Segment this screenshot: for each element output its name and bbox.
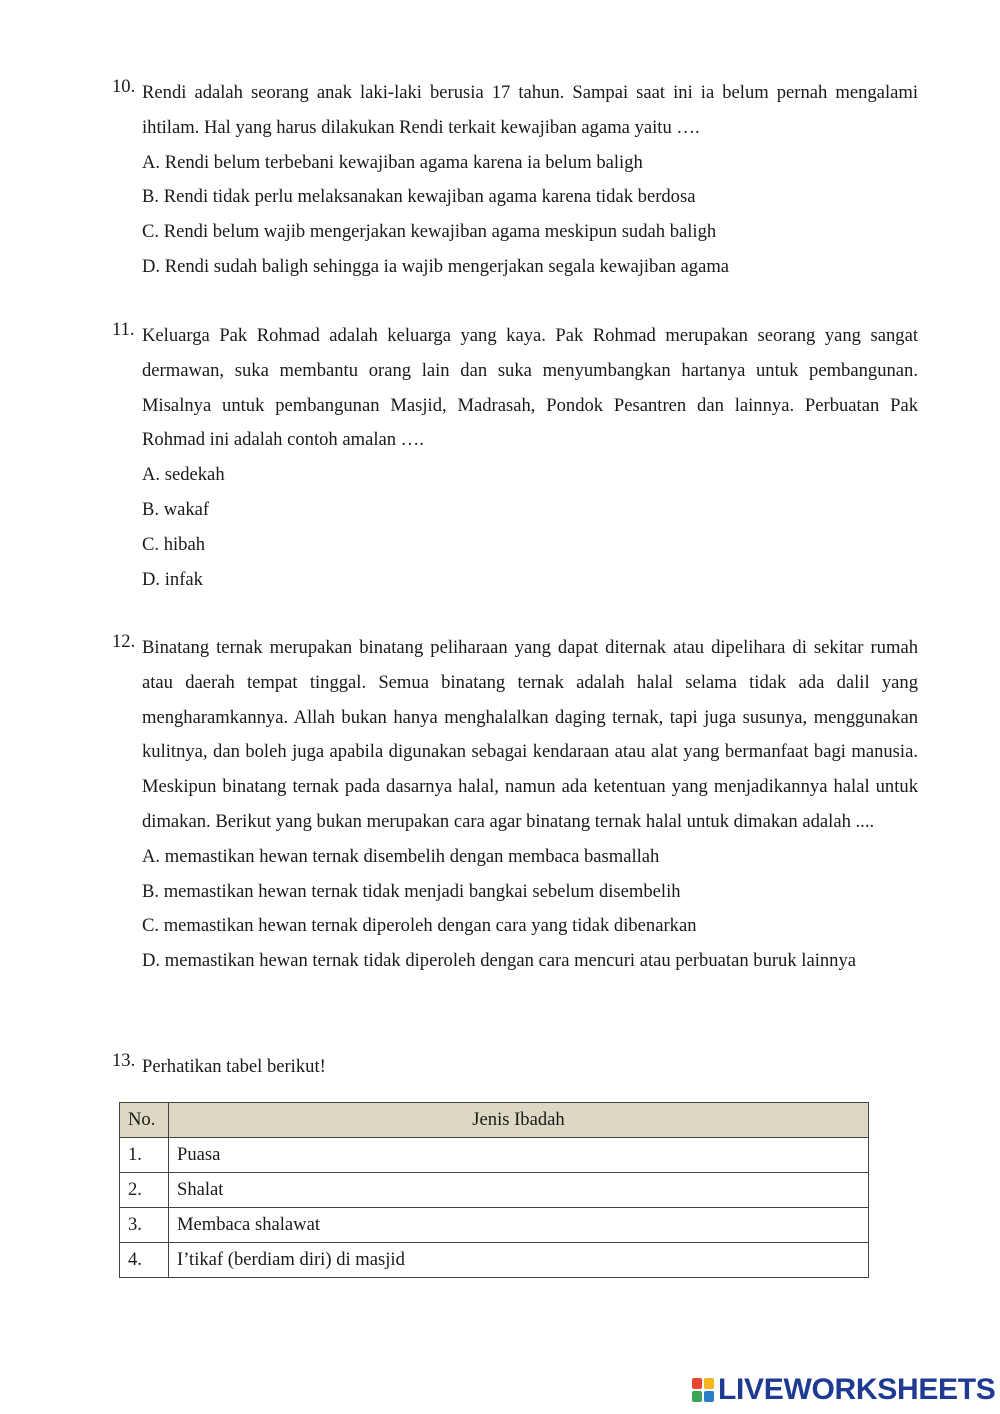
table-cell-no: 3. (120, 1208, 169, 1243)
question-text: Perhatikan tabel berikut! (142, 1056, 326, 1077)
option-c: C. memastikan hewan ternak diperoleh dengan cara yang tidak dibenarkan (142, 915, 697, 937)
liveworksheets-logo-text: LIVEWORKSHEETS (718, 1373, 996, 1406)
option-b: B. memastikan hewan ternak tidak menjadi bangkai sebelum disembelih (142, 880, 681, 902)
option-a: A. sedekah (142, 464, 225, 486)
question-13 (112, 1050, 918, 1085)
table-header-no: No. (120, 1103, 169, 1138)
question-10 (112, 76, 918, 285)
question-number: 13. (112, 1050, 136, 1071)
liveworksheets-logo (692, 1372, 996, 1408)
option-a: A. Rendi belum terbebani kewajiban agama karena ia belum baligh (142, 151, 643, 173)
option-d: D. memastikan hewan ternak tidak diperoleh dengan cara mencuri atau perbuatan buruk lainnya (142, 950, 857, 972)
logo-square-blue (704, 1391, 714, 1402)
logo-square-red (692, 1378, 702, 1389)
option-d: D. Rendi sudah baligh sehingga ia wajib mengerjakan segala kewajiban agama (142, 255, 730, 277)
table-row (120, 1173, 869, 1208)
question-text: Keluarga Pak Rohmad adalah keluarga yang kaya. Pak Rohmad merupakan seorang yang sangat dermawan, suka membantu orang lain dan suka menyumbangkan hartanya untuk pembangunan. Misalnya untuk pembangunan Masjid, Madrasah, Pondok Pesantren dan lainnya. Perbuatan Pak Rohmad ini adalah contoh amalan …. (142, 325, 918, 451)
question-12 (112, 631, 918, 979)
option-a: A. memastikan hewan ternak disembelih dengan membaca basmallah (142, 845, 660, 867)
table-header-jenis-ibadah: Jenis Ibadah (169, 1103, 869, 1138)
table-cell-ibadah: Shalat (169, 1173, 869, 1208)
table-row (120, 1243, 869, 1278)
table-row (120, 1208, 869, 1243)
question-number: 12. (112, 631, 136, 652)
table-cell-no: 4. (120, 1243, 169, 1278)
question-text: Rendi adalah seorang anak laki-laki berusia 17 tahun. Sampai saat ini ia belum pernah mengalami ihtilam. Hal yang harus dilakukan Rendi terkait kewajiban agama yaitu …. (142, 82, 918, 138)
option-c: C. hibah (142, 533, 206, 555)
option-c: C. Rendi belum wajib mengerjakan kewajiban agama meskipun sudah baligh (142, 221, 717, 243)
question-number: 10. (112, 76, 136, 97)
logo-square-yellow (704, 1378, 714, 1389)
question-11 (112, 319, 918, 597)
option-b: B. wakaf (142, 498, 210, 520)
option-b: B. Rendi tidak perlu melaksanakan kewajiban agama karena tidak berdosa (142, 186, 696, 208)
question-text: Binatang ternak merupakan binatang peliharaan yang dapat diternak atau dipelihara di sekitar rumah atau daerah tempat tinggal. Semua binatang ternak adalah halal selama tidak ada dalil yang mengharamkannya. Allah bukan hanya menghalalkan daging ternak, tapi juga susunya, menggunakan kulitnya, dan boleh juga apabila digunakan sebagai kendaraan atau alat yang bermanfaat bagi manusia. Meskipun binatang ternak pada dasarnya halal, namun ada ketentuan yang menjadikannya halal untuk dimakan. Berikut yang bukan merupakan cara agar binatang ternak halal untuk dimakan adalah .... (142, 637, 918, 832)
liveworksheets-logo-icon (692, 1378, 714, 1402)
question-number: 11. (112, 319, 135, 340)
option-d: D. infak (142, 568, 203, 590)
logo-square-green (692, 1391, 702, 1402)
table-cell-ibadah: Membaca shalawat (169, 1208, 869, 1243)
table-cell-ibadah: I’tikaf (berdiam diri) di masjid (169, 1243, 869, 1278)
ibadah-table (119, 1102, 869, 1278)
table-cell-ibadah: Puasa (169, 1138, 869, 1173)
table-row (120, 1138, 869, 1173)
table-cell-no: 2. (120, 1173, 169, 1208)
table-header-row (120, 1103, 869, 1138)
table-cell-no: 1. (120, 1138, 169, 1173)
